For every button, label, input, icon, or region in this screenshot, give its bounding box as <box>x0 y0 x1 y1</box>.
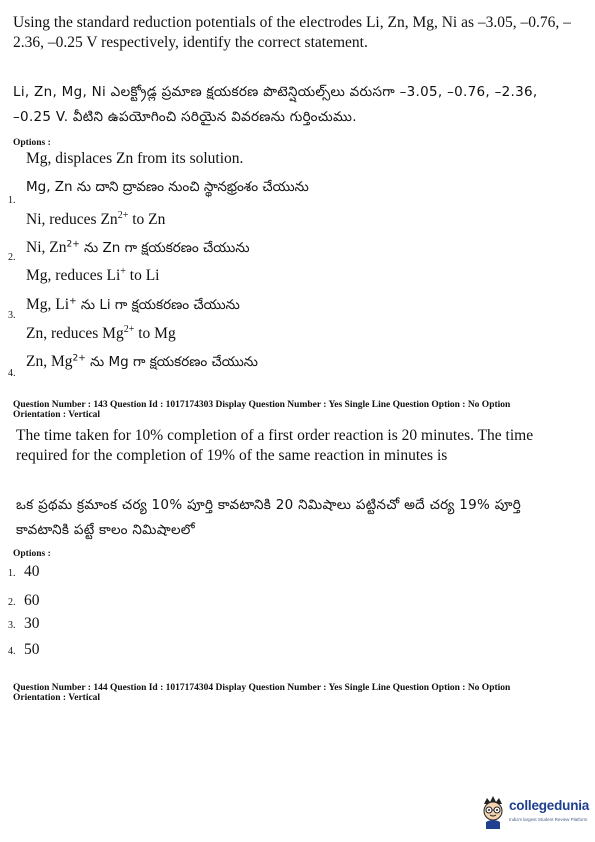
q144-meta-line2: Orientation : Vertical <box>13 693 101 703</box>
q142-english-text: Using the standard reduction potentials of the electrodes Li, Zn, Mg, Ni as –3.05, –0.76, –2.36, –0.25 V respectively, identify the correct statement. <box>13 14 571 51</box>
q142-option1-number: 1. <box>8 195 16 206</box>
mascot-icon <box>478 795 508 829</box>
q143-meta-line2: Orientation : Vertical <box>13 410 101 420</box>
q143-telugu-line1: ఒక ప్రథమ క్రమాంక చర్య 10% పూర్తి కావటానికి 20 నిమిషాలు పట్టినచో అదే చర్య 19% పూర్తి <box>16 497 522 513</box>
q142-telugu-line2: –0.25 V. వీటిని ఉపయోగించి సరియైన వివరణను గుర్తించుము. <box>13 109 357 125</box>
q143-english-text: The time taken for 10% completion of a first order reaction is 20 minutes. The time required for the completion of 19% of the same reaction in minutes is <box>16 427 534 464</box>
q143-option2: 2. 60 <box>8 592 40 609</box>
q142-option1-telugu: Mg, Zn ను దాని ద్రావణం నుంచి స్థానభ్రంశం చేయును <box>26 179 309 195</box>
q142-option4-telugu: Zn, $Mg^{2+}$ ను Mg గా క్షయకరణం చేయును <box>26 353 258 370</box>
q143-options-label: Options : <box>13 549 51 559</box>
q142-option4-english: Zn, reduces $Mg^{2+}$ to Mg <box>26 323 176 342</box>
logo-tagline: India's largest Student Review Platform <box>509 817 588 822</box>
logo-wordmark: collegedunia <box>509 798 590 813</box>
q142-option1-english: Mg, displaces Zn from its solution. <box>26 150 244 167</box>
q142-option2-english: Ni, reduces $Zn^{2+}$ to Zn <box>26 209 166 228</box>
q142-option2-number: 2. <box>8 252 16 263</box>
q143-option1: 1. 40 <box>8 563 40 580</box>
q142-option4-number: 4. <box>8 368 16 379</box>
q143-telugu-line2: కావటానికి పట్టే కాలం నిమిషాలలో <box>16 522 196 538</box>
q143-meta-line1: Question Number : 143 Question Id : 1017174303 Display Question Number : Yes Single Line Question Option : No Option <box>13 400 511 410</box>
q143-option4: 4. 50 <box>8 641 40 658</box>
q142-option2-telugu: Ni, $Zn^{2+}$ ను Zn గా క్షయకరణం చేయును <box>26 239 250 256</box>
q142-options-label: Options : <box>13 138 51 148</box>
q142-option3-number: 3. <box>8 310 16 321</box>
q143-option3: 3. 30 <box>8 615 40 632</box>
q142-option3-english: Mg, reduces Li+ to Li <box>26 265 160 284</box>
q142-option3-telugu: Mg, Li+ ను Li గా క్షయకరణం చేయును <box>26 296 240 313</box>
q142-telugu-line1: Li, Zn, Mg, Ni ఎలక్ట్రోడ్ల ప్రమాణ క్షయకరణ పొటెన్షియల్స్‌లు వరుసగా –3.05, –0.76, –2.36, <box>13 84 538 100</box>
q144-meta-line1: Question Number : 144 Question Id : 1017174304 Display Question Number : Yes Single Line Question Option : No Option <box>13 683 511 693</box>
collegedunia-logo <box>478 795 588 831</box>
